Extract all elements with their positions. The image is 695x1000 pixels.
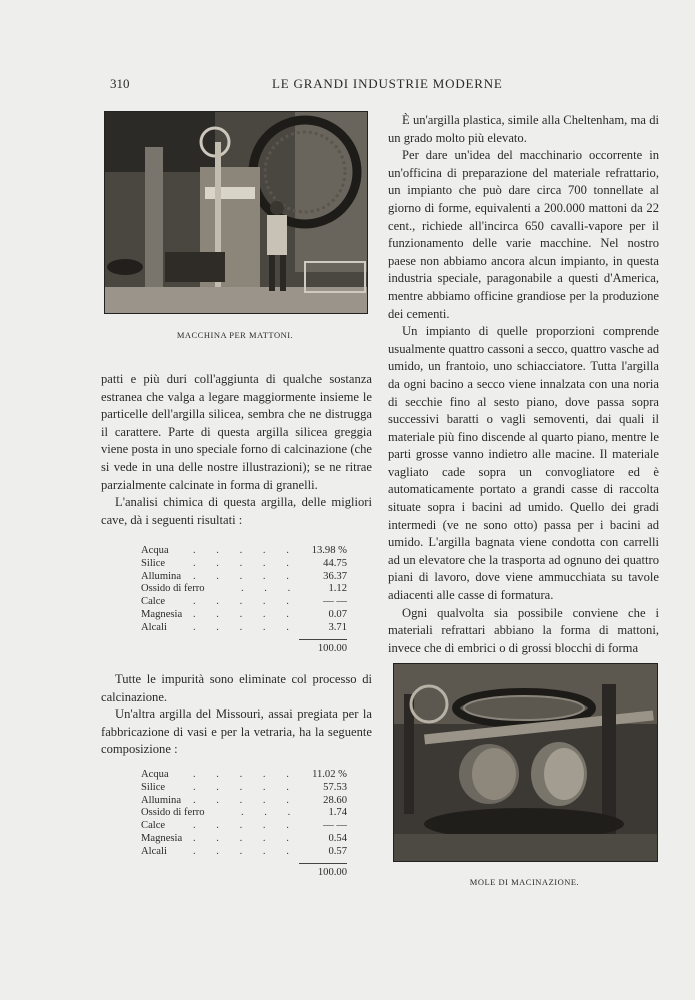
analysis-row: Allumina . . . . . 36.37 xyxy=(141,570,347,582)
right-paragraph-4: Ogni qualvolta sia possibile conviene che i materiali refrattari abbiano la forma di mattoni, invece che di embrici o di grossi blocchi di forma xyxy=(388,605,659,655)
page-number: 310 xyxy=(110,76,130,91)
left-column-upper xyxy=(101,371,372,529)
running-head: LE GRANDI INDUSTRIE MODERNE xyxy=(272,76,503,91)
right-paragraph-3: Un impianto di quelle proporzioni comprende usualmente quattro cassoni a secco, quattro vasche ad umido, un frantoio, uno schiacciatore. Tutta l'argilla da ogni bacino a secco viene innalzata con una noria di secchie fino al sesto piano, dove passa sopra successivi baratti o vagli semoventi, dai quali il materiale più fino discende al quarto piano, mentre le parti grosse vanno indietro alle macine. Il materiale vagliato cade sopra un convogliatore ed è automaticamente portato a grandi casse di raccolta situate sopra i bacini ad umido. Quello dei gradi intermedi (ve ne sono otto) passa per i bacini ad umido. L'argilla bagnata viene condotta con carrelli ad un elevatore che la trasporta ad ognuno dei quattro piani di lavoro, dove viene ammucchiata su tavole adiacenti alle casse di formatura. xyxy=(388,324,659,603)
sum-rule xyxy=(299,639,347,640)
analysis-row: Acqua . . . . . 11.02 % xyxy=(141,769,347,780)
analysis-row: Silice . . . . . 57.53 xyxy=(141,781,347,793)
left-paragraph-4: Un'altra argilla del Missouri, assai pregiata per la fabbricazione di vasi e per la vetraria, ha la seguente composizione : xyxy=(101,707,372,757)
analysis-row: Magnesia . . . . . 0.07 xyxy=(141,608,347,620)
analysis-table-2 xyxy=(141,769,347,879)
analysis-row: Silice . . . . . 44.75 xyxy=(141,557,347,569)
analysis-row: Allumina . . . . . 28.60 xyxy=(141,794,347,806)
right-column xyxy=(388,112,659,657)
right-paragraph-2: Per dare un'idea del macchinario occorrente in un'officina di preparazione del materiale refrattario, un impianto che può dare circa 700 tonnellate al giorno di forme, equivalenti a 200.000 mattoni da 22 cent., richiede all'incirca 650 cavalli-vapore per il funzionamento delle varie macchine. Nel nostro paese non abbiamo ancora alcun impianto, in questa industria speciale, paragonabile a questi d'America, mentre abbiamo officine grandiose per la produzione dei cementi. xyxy=(388,148,659,321)
analysis-row: Calce . . . . . — — xyxy=(141,820,347,832)
analysis-row: Magnesia . . . . . 0.54 xyxy=(141,832,347,844)
analysis-row: Calce . . . . . — — xyxy=(141,596,347,608)
analysis-row: Alcali . . . . . 0.57 xyxy=(141,845,347,857)
left-paragraph-3: Tutte le impurità sono eliminate col processo di calcinazione. xyxy=(101,672,372,704)
analysis-row: Ossido di ferro . . . 1.12 xyxy=(141,583,347,595)
analysis-row: Acqua . . . . . 13.98 % xyxy=(141,545,347,556)
grinding-mills-photo xyxy=(393,663,658,862)
left-paragraph-1: patti e più duri coll'aggiunta di qualche sostanza estranea che valga a legare maggiormente insieme le particelle dell'argilla silicea, sembra che ne distrugga il carattere. Parte di questa argilla silicea greggia viene posta in uno speciale forno di calcinazione (che si vede in una delle nostre illustrazioni); se ne ritrae parzialmente calcinate in forma di granelli. xyxy=(101,372,372,492)
top-photo-caption: MACCHINA PER MATTONI. xyxy=(176,330,294,340)
brick-machine-photo xyxy=(104,111,368,314)
analysis-row: Ossido di ferro . . . 1.74 xyxy=(141,807,347,819)
analysis-total: 100.00 xyxy=(317,866,347,878)
right-paragraph-1: È un'argilla plastica, simile alla Cheltenham, ma di un grado molto più elevato. xyxy=(388,113,659,145)
analysis-row: Alcali . . . . . 3.71 xyxy=(141,621,347,633)
analysis-table-1 xyxy=(141,545,347,655)
left-column-lower xyxy=(101,671,372,759)
sum-rule xyxy=(299,863,347,864)
left-paragraph-2: L'analisi chimica di questa argilla, delle migliori cave, dà i seguenti risultati : xyxy=(101,495,372,527)
analysis-total: 100.00 xyxy=(317,642,347,654)
bottom-photo-caption: MOLE DI MACINAZIONE. xyxy=(469,877,580,887)
